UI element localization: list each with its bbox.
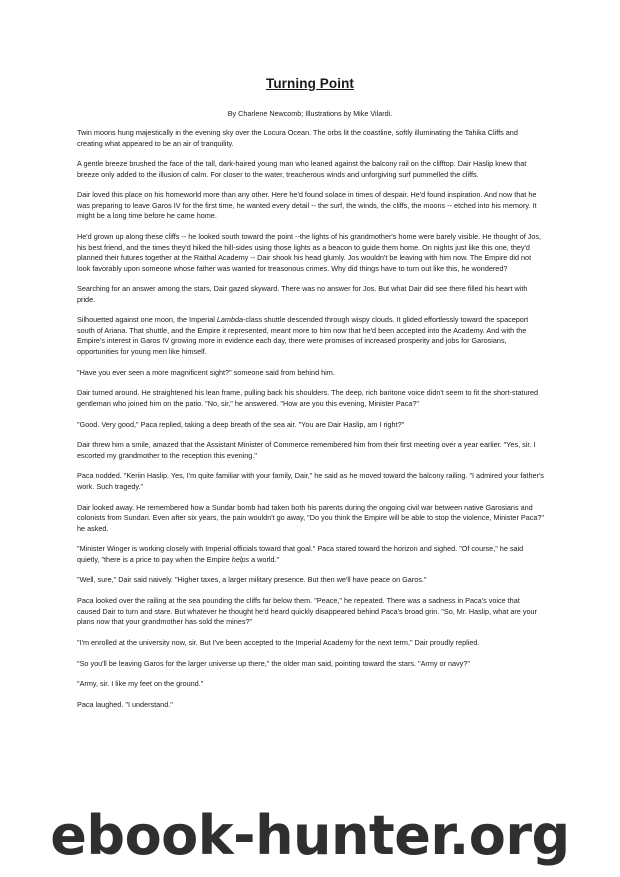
paragraph-text: A gentle breeze brushed the face of the tall, dark-haired young man who leaned against the balcony rail on the clifftop. Dair Haslip knew that breeze only added to the illusion of calm. For closer to the water, treacherous winds and unforgiving surf pummelled the cliffs. bbox=[77, 159, 527, 179]
paragraph-text: a world." bbox=[249, 554, 280, 564]
paragraph-text: "Minister Winger is working closely with Imperial officials toward that goal." Paca stared toward the horizon and sighed. "Of course," he said quietly, "there is a price to pay when the Empire bbox=[77, 544, 524, 564]
byline: By Charlene Newcomb; Illustrations by Mike Vilardi. bbox=[227, 109, 393, 118]
paragraph-text: "So you'll be leaving Garos for the larger universe up there," the older man said, pointing toward the stars. "Army or navy?" bbox=[77, 658, 470, 668]
story-paragraph bbox=[77, 440, 545, 461]
paragraph-text: "Have you ever seen a more magnificent sight?" someone said from behind him. bbox=[77, 367, 335, 377]
story-paragraph bbox=[77, 503, 545, 535]
story-paragraph bbox=[77, 544, 545, 565]
paragraph-text: Paca laughed. "I understand." bbox=[77, 699, 173, 709]
paragraph-text: Dair threw him a smile, amazed that the Assistant Minister of Commerce remembered him from their first meeting over a year earlier. "Yes, sir. I escorted my grandmother to the reception this evening." bbox=[77, 440, 536, 460]
story-paragraph bbox=[77, 232, 545, 274]
paragraph-text: "Well, sure," Dair said naively. "Higher taxes, a larger military presence. But then we'll have peace on Garos." bbox=[77, 575, 427, 585]
paragraph-text: "Army, sir. I like my feet on the ground." bbox=[77, 679, 204, 689]
paragraph-text: "Good. Very good," Paca replied, taking a deep breath of the sea air. "You are Dair Haslip, am I right?" bbox=[77, 419, 405, 429]
paragraph-text: Dair turned around. He straightened his lean frame, pulling back his shoulders. The deep, rich baritone voice didn't seem to fit the short-statured gentleman who joined him on the patio. "No, sir," he answered. "How are you this evening, Minister Paca?" bbox=[77, 388, 539, 408]
story-paragraph bbox=[77, 596, 545, 628]
italic-text: helps bbox=[231, 554, 250, 564]
story-body bbox=[77, 128, 545, 721]
story-paragraph bbox=[77, 368, 545, 379]
paragraph-text: Paca looked over the railing at the sea pounding the cliffs far below them. "Peace," he repeated. There was a sadness in Paca's voice that caused Dair to turn and stare. But whatever he thought he'd heard quickly disappeared behind Paca's broad grin. "So, Mr. Haslip, what are your plans now that your grandmother has sold the mines?" bbox=[77, 596, 537, 627]
story-paragraph bbox=[77, 471, 545, 492]
paragraph-text: He'd grown up along these cliffs -- he looked south toward the point --the lights of his grandmother's home were barely visible. He thought of Jos, his best friend, and the times they'd hiked the hill-sides using those lights as a beacon to guide them home. On nights just like this one, they'd planned their futures together at the Raithal Academy -- Dair shook his head glumly. Jos wouldn't be leaving with him now. The Empire did not look favorably upon someone whose father was wanted for treasonous crimes. Why did things have to turn out like this, he wondered? bbox=[77, 232, 542, 273]
paragraph-text: Silhouetted against one moon, the Imperial bbox=[77, 315, 217, 325]
story-paragraph bbox=[77, 420, 545, 431]
paragraph-text: Paca nodded. "Keriin Haslip. Yes, I'm quite familiar with your family, Dair," he said as he moved toward the balcony railing. "I admired your father's work. Such tragedy." bbox=[77, 471, 544, 491]
watermark-text: ebook-hunter.org bbox=[50, 804, 570, 867]
paragraph-text: -class shuttle descended through wispy clouds. It glided effortlessly toward the spaceport south of Ariana. That shuttle, and the Empire it represented, meant more to him now that he'd been accepted into the Academy. And with the Empire's interest in Garos IV growing more in evidence each day, there were promises of increased prosperity and jobs for Garosians, opportunities for young men like himself. bbox=[77, 315, 529, 356]
story-paragraph bbox=[77, 388, 545, 409]
story-paragraph bbox=[77, 700, 545, 711]
italic-text: Lambda bbox=[216, 315, 244, 325]
story-paragraph bbox=[77, 315, 545, 357]
story-paragraph bbox=[77, 575, 545, 586]
story-title: Turning Point bbox=[265, 76, 355, 91]
story-paragraph bbox=[77, 190, 545, 222]
paragraph-text: "I'm enrolled at the university now, sir. But I've been accepted to the Imperial Academy for the next term," Dair proudly replied. bbox=[77, 637, 480, 647]
paragraph-text: Twin moons hung majestically in the evening sky over the Locura Ocean. The orbs lit the coastline, softly illuminating the Tahika Cliffs and creating what appeared to be an air of tranquility. bbox=[77, 128, 518, 148]
story-paragraph bbox=[77, 284, 545, 305]
story-paragraph bbox=[77, 128, 545, 149]
story-paragraph bbox=[77, 679, 545, 690]
paragraph-text: Dair looked away. He remembered how a Sundar bomb had taken both his parents during the ongoing civil war between native Garosians and colonists from Sundari. Even after six years, the pain wouldn't go away, "Do you think the Empire will be able to stop the violence, Minister Paca?" he asked. bbox=[77, 502, 545, 533]
paragraph-text: Searching for an answer among the stars, Dair gazed skyward. There was no answer for Jos. But what Dair did see there filled his heart with pride. bbox=[77, 284, 528, 304]
paragraph-text: Dair loved this place on his homeworld more than any other. Here he'd found solace in times of despair. He'd found inspiration. And now that he was preparing to leave Garos IV for the first time, he wanted every detail -- the surf, the winds, the cliffs, the moons -- etched into his memory. It might be a long time before he came home. bbox=[77, 190, 537, 221]
story-paragraph bbox=[77, 659, 545, 670]
story-paragraph bbox=[77, 638, 545, 649]
story-paragraph bbox=[77, 159, 545, 180]
